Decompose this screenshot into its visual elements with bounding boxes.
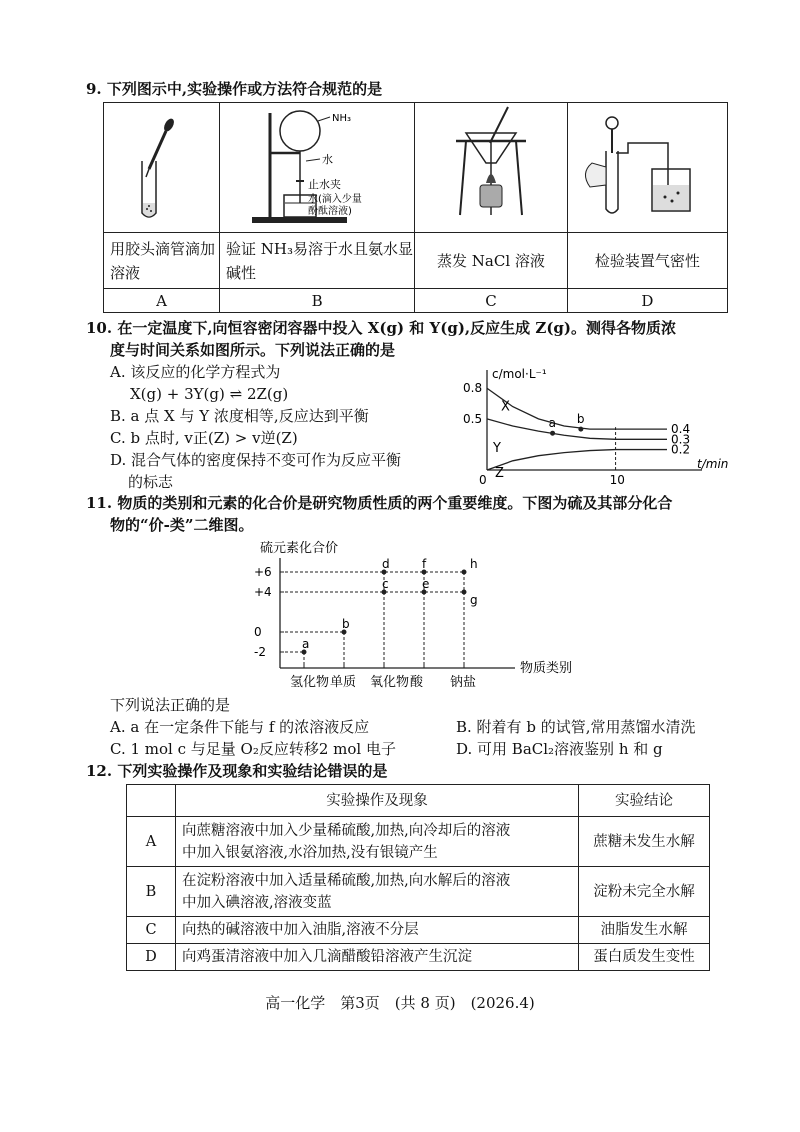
q12-row-c-letter: C <box>127 917 176 944</box>
q12-row-a-letter: A <box>127 817 176 867</box>
q9-option-c-letter: C <box>415 289 568 313</box>
series-end-label: 0.2 <box>671 442 691 457</box>
q9-figure-b <box>220 103 415 233</box>
q12-header-result: 实验结论 <box>579 785 710 817</box>
label-nh3: NH₃ <box>332 113 352 124</box>
y-tick-label: 0.5 <box>463 411 483 426</box>
q11-option-b: B. 附着有 b 的试管,常用蒸馏水清洗 <box>456 718 696 736</box>
point-label-d: d <box>382 557 390 571</box>
table-row <box>127 917 710 944</box>
q12-row-c-operation: 向热的碱溶液中加入油脂,溶液不分层 <box>176 917 579 944</box>
q12-row-c-result: 油脂发生水解 <box>579 917 710 944</box>
q10-option-d-line1: D. 混合气体的密度保持不变可作为反应平衡 <box>110 451 402 469</box>
q9-table <box>103 102 728 313</box>
q12-header-operation: 实验操作及现象 <box>176 785 579 817</box>
q11-option-d: D. 可用 BaCl₂溶液鉴别 h 和 g <box>456 740 663 758</box>
q12-row-b-result: 淀粉未完全水解 <box>579 867 710 917</box>
q9-option-b-letter: B <box>220 289 415 313</box>
q12-row-a-operation: 向蔗糖溶液中加入少量稀硫酸,加热,向冷却后的溶液 中加入银氨溶液,水浴加热,没有银镜产生 <box>176 817 579 867</box>
q12-row-d-operation: 向鸡蛋清溶液中加入几滴醋酸铅溶液产生沉淀 <box>176 944 579 971</box>
marked-point-b <box>578 427 583 432</box>
point-label-e: e <box>422 577 430 591</box>
q10-option-a-equation: X(g) + 3Y(g) ⇌ 2Z(g) <box>130 385 289 403</box>
q10-option-b: B. a 点 X 与 Y 浓度相等,反应达到平衡 <box>110 407 369 425</box>
q9-option-d-text: 检验装置气密性 <box>567 233 727 289</box>
x-tick-label: 氧化物 <box>370 675 410 690</box>
q12-header-blank <box>127 785 176 817</box>
marked-point-a <box>550 431 555 436</box>
label-water-drop1: 水(滴入少量 <box>308 194 362 205</box>
q10-option-a-line1: A. 该反应的化学方程式为 <box>110 363 281 381</box>
q12-table <box>126 784 710 971</box>
q10-option-c: C. b 点时, v正(Z) > v逆(Z) <box>110 429 298 447</box>
page-footer: 高一化学 第3页 (共 8 页) (2026.4) <box>265 994 535 1012</box>
x-tick-label: 钠盐 <box>450 675 477 690</box>
q10-stem-line2: 度与时间关系如图所示。下列说法正确的是 <box>110 341 396 359</box>
q11-option-a: A. a 在一定条件下能与 f 的浓溶液反应 <box>110 718 370 736</box>
q10-option-d-line2: 的标志 <box>128 473 174 491</box>
x-tick-label: 单质 <box>330 675 357 690</box>
series-end-label: 0.4 <box>671 422 691 437</box>
q11-valence-class-chart <box>250 540 590 695</box>
q11-option-c: C. 1 mol c 与足量 O₂反应转移2 mol 电子 <box>110 740 396 758</box>
point-label-f: f <box>422 557 427 571</box>
q9-figure-d <box>567 103 727 233</box>
point-label-c: c <box>382 577 389 591</box>
q11-stem-line1: 11. 物质的类别和元素的化合价是研究物质性质的两个重要维度。下图为硫及其部分化合 <box>86 494 673 512</box>
x-tick-label: 10 <box>609 473 625 487</box>
point-label-h: h <box>470 557 478 571</box>
q10-stem-line1: 10. 在一定温度下,向恒容密闭容器中投入 X(g) 和 Y(g),反应生成 Z(g)。测得各物质浓 <box>86 319 676 337</box>
series-name-x: X <box>501 399 510 415</box>
point-label-a: a <box>302 637 310 651</box>
y-axis-label: c/mol·L⁻¹ <box>492 367 547 381</box>
q9-option-a-letter: A <box>104 289 220 313</box>
y-tick-label: -2 <box>254 645 266 659</box>
series-end-label: 0.3 <box>671 432 691 447</box>
q9-option-d-letter: D <box>567 289 727 313</box>
q9-figure-a <box>104 103 220 233</box>
label-water: 水 <box>322 153 334 166</box>
q10-concentration-chart <box>445 362 735 487</box>
x-tick-label: 氢化物 <box>290 675 330 690</box>
y-axis-label: 硫元素化合价 <box>260 541 339 556</box>
q11-prompt: 下列说法正确的是 <box>110 696 231 714</box>
series-name-y: Y <box>493 441 501 457</box>
y-tick-label: 0 <box>254 625 262 639</box>
q9-option-c-text: 蒸发 NaCl 溶液 <box>415 233 568 289</box>
q9-figure-c <box>415 103 568 233</box>
q12-row-b-letter: B <box>127 867 176 917</box>
q12-row-a-result: 蔗糖未发生水解 <box>579 817 710 867</box>
marked-point-label: b <box>576 412 585 427</box>
q12-stem: 12. 下列实验操作及现象和实验结论错误的是 <box>86 762 388 780</box>
label-water-drop2: 酚酞溶液) <box>308 206 352 217</box>
series-name-z: Z <box>495 465 504 481</box>
table-row <box>127 817 710 867</box>
table-row <box>127 944 710 971</box>
label-clamp: 止水夹 <box>308 178 342 191</box>
point-h <box>462 570 467 575</box>
q12-row-d-letter: D <box>127 944 176 971</box>
q12-row-b-operation: 在淀粉溶液中加入适量稀硫酸,加热,向水解后的溶液 中加入碘溶液,溶液变蓝 <box>176 867 579 917</box>
q12-row-d-result: 蛋白质发生变性 <box>579 944 710 971</box>
marked-point-label: a <box>548 416 556 431</box>
series-line-z <box>487 450 667 470</box>
y-tick-label: +4 <box>254 585 272 599</box>
q9-option-a-text: 用胶头滴管滴加溶液 <box>104 233 220 289</box>
q9-stem: 9. 下列图示中,实验操作或方法符合规范的是 <box>86 80 383 98</box>
x-axis-label: t/min <box>697 457 729 471</box>
x-axis-label: 物质类别 <box>520 661 573 676</box>
point-label-b: b <box>342 617 350 631</box>
y-tick-label: 0.8 <box>463 381 483 396</box>
q9-option-b-text: 验证 NH₃易溶于水且氨水显碱性 <box>220 233 415 289</box>
y-tick-label: +6 <box>254 565 272 579</box>
x-tick-label: 酸 <box>410 675 424 690</box>
point-label-g: g <box>470 593 478 607</box>
table-row <box>127 867 710 917</box>
q11-stem-line2: 物的“价-类”二维图。 <box>110 516 254 534</box>
x-tick-label: 0 <box>479 473 487 487</box>
